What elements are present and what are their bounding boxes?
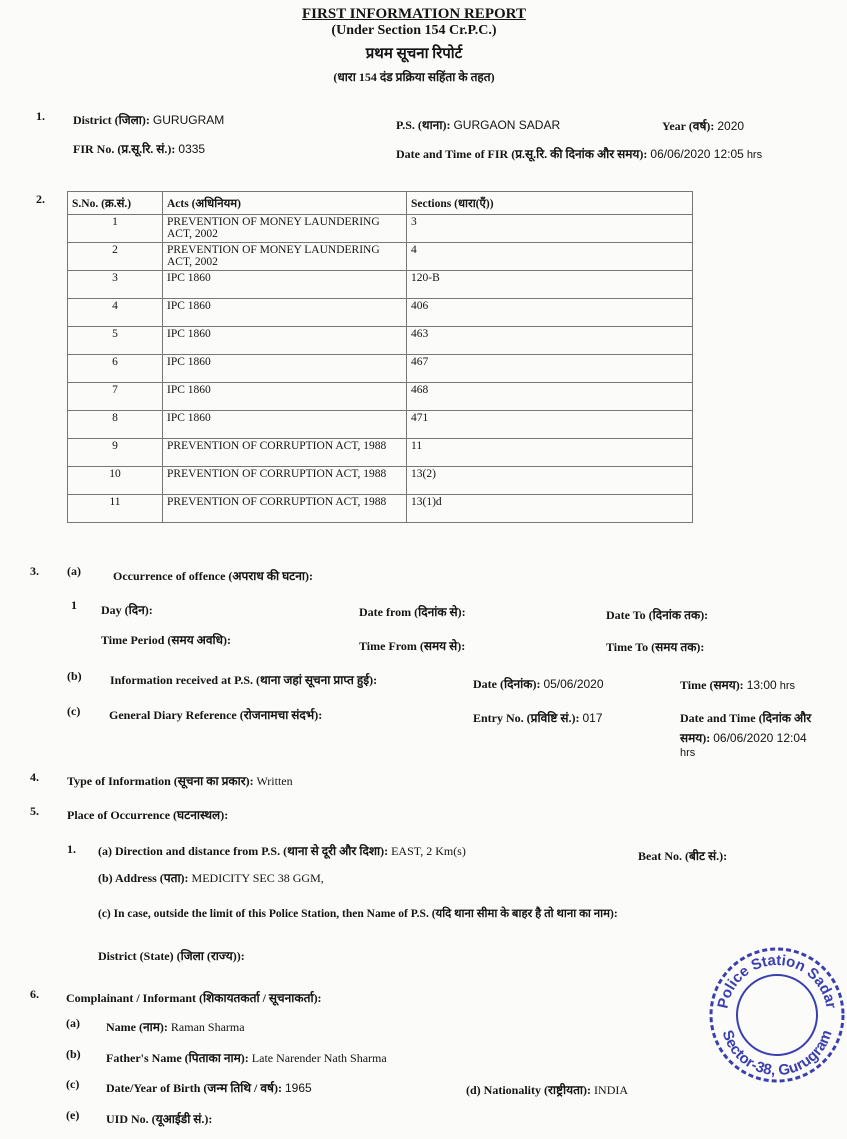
name-field bbox=[106, 1018, 245, 1035]
row-section: 406 bbox=[407, 299, 693, 327]
row-act: PREVENTION OF CORRUPTION ACT, 1988 bbox=[163, 495, 407, 523]
nationality-field bbox=[466, 1081, 628, 1098]
dob-label: Date/Year of Birth (जन्म तिथि / वर्ष): bbox=[106, 1081, 282, 1095]
fir-datetime-value: 06/06/2020 12:05 bbox=[650, 147, 744, 161]
fir-datetime-label: Date and Time of FIR (प्र.सू.रि. की दिनांक और समय): bbox=[396, 147, 648, 161]
ps-label: P.S. (थाना): bbox=[396, 118, 451, 132]
day-label: Day (दिन): bbox=[101, 603, 153, 617]
beat-no-label: Beat No. (बीट सं.): bbox=[638, 849, 728, 863]
row-act: IPC 1860 bbox=[163, 411, 407, 439]
section-6e-marker: (e) bbox=[66, 1108, 80, 1122]
dob-field bbox=[106, 1079, 312, 1096]
father-name-label: Father's Name (पिताका नाम): bbox=[106, 1051, 249, 1065]
year-value: 2020 bbox=[717, 119, 745, 133]
row-act: IPC 1860 bbox=[163, 299, 407, 327]
acts-table bbox=[67, 191, 693, 523]
report-subtitle: (Under Section 154 Cr.P.C.) bbox=[331, 23, 497, 38]
gd-datetime-label-line2: समय): bbox=[680, 731, 711, 745]
section-3-number: 3. bbox=[30, 564, 39, 578]
info-time-value: 13:00 bbox=[746, 678, 777, 692]
date-from-label: Date from (दिनांक से): bbox=[359, 605, 466, 619]
district-value: GURUGRAM bbox=[152, 113, 225, 127]
occurrence-label: Occurrence of offence (अपराध की घटना): bbox=[113, 569, 313, 583]
info-time-unit: hrs bbox=[779, 680, 795, 692]
row-section: 11 bbox=[407, 439, 693, 467]
direction-value: EAST, 2 Km(s) bbox=[391, 844, 466, 858]
row-act: IPC 1860 bbox=[163, 327, 407, 355]
row-act: PREVENTION OF CORRUPTION ACT, 1988 bbox=[163, 439, 407, 467]
uid-label: UID No. (यूआईडी सं.): bbox=[106, 1112, 213, 1126]
row-sno: 7 bbox=[68, 383, 163, 411]
table-row bbox=[68, 467, 693, 495]
row-act: PREVENTION OF MONEY LAUNDERING ACT, 2002 bbox=[163, 243, 407, 271]
row-section: 468 bbox=[407, 383, 693, 411]
outside-ps-label: (c) In case, outside the limit of this Police Station, then Name of P.S. (यदि थाना सीमा के बाहर है तो थाना का नाम): bbox=[98, 908, 618, 920]
year-label: Year (वर्ष): bbox=[662, 119, 715, 133]
info-time-field bbox=[680, 676, 795, 693]
row-section: 13(2) bbox=[407, 467, 693, 495]
stamp-bottom-text: Sector-38, Gurugram bbox=[718, 1027, 836, 1080]
row-sno: 2 bbox=[68, 243, 163, 271]
section-5-number: 5. bbox=[30, 804, 39, 818]
section-3b-marker: (b) bbox=[67, 669, 82, 683]
district-state-label: District (State) (जिला (राज्य)): bbox=[98, 949, 245, 963]
table-row bbox=[68, 495, 693, 523]
row-section: 463 bbox=[407, 327, 693, 355]
district-label: District (जिला): bbox=[73, 113, 150, 127]
address-label: (b) Address (पता): bbox=[98, 871, 189, 885]
table-row bbox=[68, 215, 693, 243]
table-row bbox=[68, 355, 693, 383]
direction-field bbox=[98, 842, 466, 859]
row-act: IPC 1860 bbox=[163, 355, 407, 383]
nationality-label: (d) Nationality (राष्ट्रीयता): bbox=[466, 1083, 592, 1097]
table-row bbox=[68, 327, 693, 355]
row-sno: 5 bbox=[68, 327, 163, 355]
section-6b-marker: (b) bbox=[66, 1047, 81, 1061]
section-3c-marker: (c) bbox=[67, 704, 81, 718]
row-act: IPC 1860 bbox=[163, 271, 407, 299]
row-sno: 3 bbox=[68, 271, 163, 299]
gd-reference-label: General Diary Reference (रोजनामचा संदर्भ): bbox=[109, 708, 323, 722]
occurrence-item-number: 1 bbox=[71, 598, 77, 612]
info-type-value: Written bbox=[256, 774, 293, 788]
table-row bbox=[68, 411, 693, 439]
father-name-field bbox=[106, 1049, 387, 1066]
ps-value: GURGAON SADAR bbox=[453, 118, 561, 132]
address-value: MEDICITY SEC 38 GGM, bbox=[191, 871, 324, 885]
stamp-top-text: Police Station Sadar bbox=[714, 951, 840, 1011]
entry-no-value: 017 bbox=[582, 711, 603, 725]
ps-field bbox=[396, 116, 560, 133]
time-to-label: Time To (समय तक): bbox=[606, 640, 705, 654]
row-sno: 4 bbox=[68, 299, 163, 327]
info-date-label: Date (दिनांक): bbox=[473, 677, 541, 691]
info-type-field bbox=[67, 772, 293, 789]
fir-label: FIR No. (प्र.सू.रि. सं.): bbox=[73, 142, 176, 156]
entry-no-field bbox=[473, 709, 603, 726]
police-station-stamp bbox=[707, 945, 847, 1085]
row-act: IPC 1860 bbox=[163, 383, 407, 411]
nationality-value: INDIA bbox=[594, 1083, 629, 1097]
row-sno: 1 bbox=[68, 215, 163, 243]
row-section: 4 bbox=[407, 243, 693, 271]
row-section: 471 bbox=[407, 411, 693, 439]
section-6c-marker: (c) bbox=[66, 1077, 80, 1091]
section-1-number: 1. bbox=[36, 109, 45, 123]
section-3a-marker: (a) bbox=[67, 564, 81, 578]
header-sno: S.No. (क्र.सं.) bbox=[68, 192, 163, 215]
father-name-value: Late Narender Nath Sharma bbox=[251, 1051, 387, 1065]
table-row bbox=[68, 299, 693, 327]
name-value: Raman Sharma bbox=[170, 1020, 245, 1034]
table-row bbox=[68, 243, 693, 271]
address-field bbox=[98, 869, 324, 886]
fir-value: 0335 bbox=[178, 142, 206, 156]
row-sno: 6 bbox=[68, 355, 163, 383]
info-received-label: Information received at P.S. (थाना जहां सूचना प्राप्त हुई): bbox=[110, 673, 378, 687]
table-row bbox=[68, 271, 693, 299]
section-6-number: 6. bbox=[30, 987, 39, 1001]
gd-datetime-unit: hrs bbox=[680, 747, 696, 759]
report-subtitle-hindi: (धारा 154 दंड प्रक्रिया सहिंता के तहत) bbox=[333, 70, 495, 84]
year-field bbox=[662, 117, 744, 134]
district-field bbox=[73, 111, 224, 128]
time-from-label: Time From (समय से): bbox=[359, 639, 466, 653]
fir-datetime-field bbox=[396, 145, 762, 162]
row-section: 3 bbox=[407, 215, 693, 243]
section-4-number: 4. bbox=[30, 770, 39, 784]
place-item-number: 1. bbox=[67, 842, 76, 856]
name-label: Name (नाम): bbox=[106, 1020, 168, 1034]
table-header bbox=[68, 192, 693, 215]
gd-datetime-value: 06/06/2020 12:04 bbox=[713, 731, 807, 745]
gd-datetime-label-line1: Date and Time (दिनांक और bbox=[680, 711, 812, 725]
direction-label: (a) Direction and distance from P.S. (थाना से दूरी और दिशा): bbox=[98, 844, 389, 858]
row-sno: 8 bbox=[68, 411, 163, 439]
fir-field bbox=[73, 140, 205, 157]
place-label: Place of Occurrence (घटनास्थल): bbox=[67, 808, 229, 822]
report-title: FIRST INFORMATION REPORT bbox=[302, 6, 526, 22]
date-to-label: Date To (दिनांक तक): bbox=[606, 608, 709, 622]
dob-value: 1965 bbox=[284, 1081, 312, 1095]
section-2-number: 2. bbox=[36, 192, 45, 206]
info-date-field bbox=[473, 675, 604, 692]
row-act: PREVENTION OF CORRUPTION ACT, 1988 bbox=[163, 467, 407, 495]
info-time-label: Time (समय): bbox=[680, 678, 744, 692]
fir-datetime-unit: hrs bbox=[746, 149, 763, 161]
row-sno: 10 bbox=[68, 467, 163, 495]
header-acts: Acts (अधिनियम) bbox=[163, 192, 407, 215]
table-row bbox=[68, 383, 693, 411]
row-act: PREVENTION OF MONEY LAUNDERING ACT, 2002 bbox=[163, 215, 407, 243]
stamp-inner-ring bbox=[737, 975, 817, 1055]
entry-no-label: Entry No. (प्रविष्टि सं.): bbox=[473, 711, 580, 725]
header-sections: Sections (धारा(एँ)) bbox=[407, 192, 693, 215]
section-6a-marker: (a) bbox=[66, 1016, 80, 1030]
row-sno: 9 bbox=[68, 439, 163, 467]
time-period-label: Time Period (समय अवधि): bbox=[101, 633, 231, 647]
report-title-hindi: प्रथम सूचना रिपोर्ट bbox=[365, 46, 463, 62]
row-section: 120-B bbox=[407, 271, 693, 299]
row-sno: 11 bbox=[68, 495, 163, 523]
row-section: 13(1)d bbox=[407, 495, 693, 523]
info-type-label: Type of Information (सूचना का प्रकार): bbox=[67, 774, 254, 788]
gd-datetime-field bbox=[680, 729, 807, 746]
complainant-label: Complainant / Informant (शिकायतकर्ता / सूचनाकर्ता): bbox=[66, 991, 322, 1005]
info-date-value: 05/06/2020 bbox=[543, 677, 604, 691]
row-section: 467 bbox=[407, 355, 693, 383]
table-row bbox=[68, 439, 693, 467]
